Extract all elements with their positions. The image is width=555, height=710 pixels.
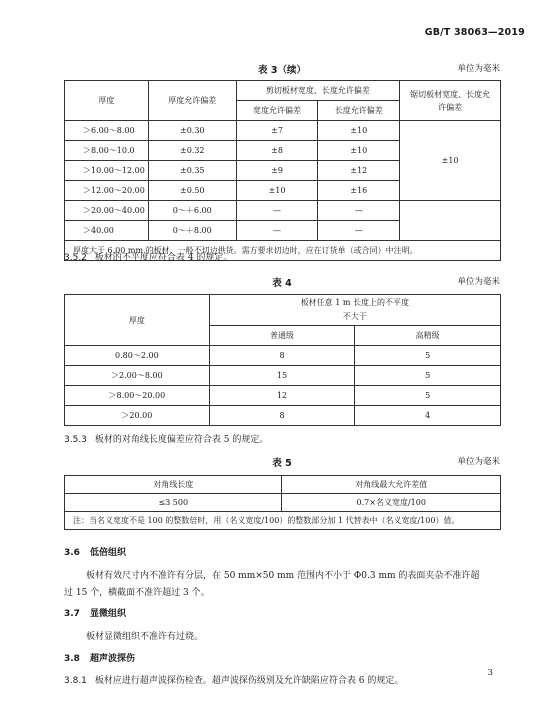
t4-cell-normal: 12 xyxy=(209,386,355,406)
clause-3-7-text: 板材显微组织不准许有过烧。 xyxy=(86,632,204,642)
t3-cell-thickness: ＞8.00～10.0 xyxy=(65,141,149,161)
t3-header-thickness-tol: 厚度允许偏差 xyxy=(148,81,236,121)
table-row xyxy=(65,386,501,406)
t3-header-saw-text: 锯切板材宽度、长度允许偏差 xyxy=(410,89,491,112)
table5 xyxy=(64,475,501,530)
t3-cell-saw: ±10 xyxy=(400,121,501,201)
t4-cell-high: 4 xyxy=(355,406,501,426)
t4-header-high: 高精级 xyxy=(355,326,501,346)
t4-cell-high: 5 xyxy=(355,346,501,366)
t3-cell-thick-tol: ±0.32 xyxy=(148,141,236,161)
t3-cell-length-tol: — xyxy=(318,221,400,241)
t3-cell-thickness: ＞20.00～40.00 xyxy=(65,201,149,221)
section-3-8-heading xyxy=(64,651,135,664)
table3 xyxy=(64,80,501,261)
t5-header-diag: 对角线长度 xyxy=(65,476,282,494)
t4-cell-thickness: ＞2.00～8.00 xyxy=(65,366,210,386)
t4-cell-thickness: ＞8.00～20.00 xyxy=(65,386,210,406)
section-number: 3.7 xyxy=(64,609,80,619)
section-title: 显微组织 xyxy=(89,609,126,619)
t3-cell-width-tol: ±8 xyxy=(236,141,318,161)
t3-cell-saw-empty xyxy=(400,201,501,241)
table-row xyxy=(65,346,501,366)
t3-cell-length-tol: ±12 xyxy=(318,161,400,181)
table4-unit: 单位为毫米 xyxy=(457,277,500,287)
table-row xyxy=(65,366,501,386)
table5-caption-row xyxy=(64,455,500,469)
t4-header-thickness: 厚度 xyxy=(65,295,210,346)
t3-cell-thick-tol: 0～＋6.00 xyxy=(148,201,236,221)
table-row xyxy=(65,494,501,512)
section-3-6-heading xyxy=(64,545,126,558)
table3-caption: 表 3（续） xyxy=(258,65,306,76)
t3-cell-thickness: ＞12.00～20.00 xyxy=(65,181,149,201)
clause-3-5-2 xyxy=(64,250,232,263)
table-row xyxy=(65,121,501,141)
table4 xyxy=(64,294,501,426)
t3-header-saw xyxy=(400,81,501,121)
clause-3-5-3 xyxy=(64,432,268,445)
t3-cell-length-tol: ±10 xyxy=(318,121,400,141)
t4-cell-thickness: 0.80～2.00 xyxy=(65,346,210,366)
t3-cell-thick-tol: ±0.35 xyxy=(148,161,236,181)
section-3-7-heading xyxy=(64,606,126,619)
t3-header-length-tol: 长度允许偏差 xyxy=(318,101,400,121)
section-number: 3.8 xyxy=(64,654,80,664)
t4-cell-normal: 15 xyxy=(209,366,355,386)
clause-text: 板材的对角线长度偏差应符合表 5 的规定。 xyxy=(94,435,269,445)
section-number: 3.6 xyxy=(64,548,80,558)
t3-cell-width-tol: ±9 xyxy=(236,161,318,181)
t3-header-thickness: 厚度 xyxy=(65,81,149,121)
section-title: 低倍组织 xyxy=(89,548,126,558)
t3-cell-width-tol: ±10 xyxy=(236,181,318,201)
t5-cell-diag: ≤3 500 xyxy=(65,494,282,512)
t3-header-width-tol: 宽度允许偏差 xyxy=(236,101,318,121)
t4-header-flatness xyxy=(209,295,500,326)
t4-header-normal: 普通级 xyxy=(209,326,355,346)
t3-cell-thickness: ＞40.00 xyxy=(65,221,149,241)
t3-note: 厚度大于 6.00 mm 的板材，一般不切边供货。需方要求切边时，应在订货单（或合同）中注明。 xyxy=(65,241,501,261)
clause-3-6-line1: 板材有效尺寸内不准许有分层，在 50 mm×50 mm 范围内不小于 Φ0.3 mm 的表面夹杂不准许超 xyxy=(86,571,480,581)
t3-cell-length-tol: — xyxy=(318,201,400,221)
clause-3-8-1 xyxy=(64,673,403,686)
t3-cell-thickness: ＞10.00～12.00 xyxy=(65,161,149,181)
table-row xyxy=(65,406,501,426)
t4-header-flatness-line2: 不大于 xyxy=(342,312,367,321)
clause-text: 板材应进行超声波探伤检查。超声波探伤级别及允许缺陷应符合表 6 的规定。 xyxy=(94,676,404,686)
t3-header-shear-group: 剪切板材宽度、长度允许偏差 xyxy=(236,81,400,101)
t4-header-flatness-line1: 板材任意 1 m 长度上的不平度 xyxy=(300,298,409,307)
clause-number: 3.5.2 xyxy=(64,253,87,263)
clause-text: 板材的不平度应符合表 4 的规定。 xyxy=(94,253,233,263)
t3-cell-width-tol: ±7 xyxy=(236,121,318,141)
t5-note: 注：当名义宽度不是 100 的整数倍时，用（名义宽度/100）的整数部分加 1 代替表中（名义宽度/100）值。 xyxy=(65,512,501,530)
table-row xyxy=(65,201,501,221)
t4-cell-normal: 8 xyxy=(209,406,355,426)
table4-caption: 表 4 xyxy=(272,278,292,289)
clause-3-6-line2: 过 15 个，横截面不准许超过 3 个。 xyxy=(64,588,210,598)
t3-cell-thick-tol: ±0.30 xyxy=(148,121,236,141)
t3-cell-length-tol: ±10 xyxy=(318,141,400,161)
table5-unit: 单位为毫米 xyxy=(457,457,500,467)
section-title: 超声波探伤 xyxy=(89,654,135,664)
t3-cell-thick-tol: ±0.50 xyxy=(148,181,236,201)
table5-caption: 表 5 xyxy=(272,458,292,469)
table4-caption-row xyxy=(64,275,500,289)
t4-cell-normal: 8 xyxy=(209,346,355,366)
table3-caption-row xyxy=(64,62,500,76)
table3-unit: 单位为毫米 xyxy=(457,64,500,74)
clause-number: 3.5.3 xyxy=(64,435,87,445)
clause-number: 3.8.1 xyxy=(64,676,87,686)
t3-cell-width-tol: — xyxy=(236,201,318,221)
t5-cell-max: 0.7×名义宽度/100 xyxy=(282,494,501,512)
t5-header-max: 对角线最大允许差值 xyxy=(282,476,501,494)
t4-cell-thickness: ＞20.00 xyxy=(65,406,210,426)
page-number: 3 xyxy=(487,668,493,678)
t3-cell-thick-tol: 0～＋8.00 xyxy=(148,221,236,241)
t3-cell-length-tol: ±16 xyxy=(318,181,400,201)
t4-cell-high: 5 xyxy=(355,366,501,386)
t3-cell-width-tol: — xyxy=(236,221,318,241)
t3-cell-thickness: ＞6.00～8.00 xyxy=(65,121,149,141)
t4-cell-high: 5 xyxy=(355,386,501,406)
standard-number: GB/T 38063—2019 xyxy=(424,27,525,38)
